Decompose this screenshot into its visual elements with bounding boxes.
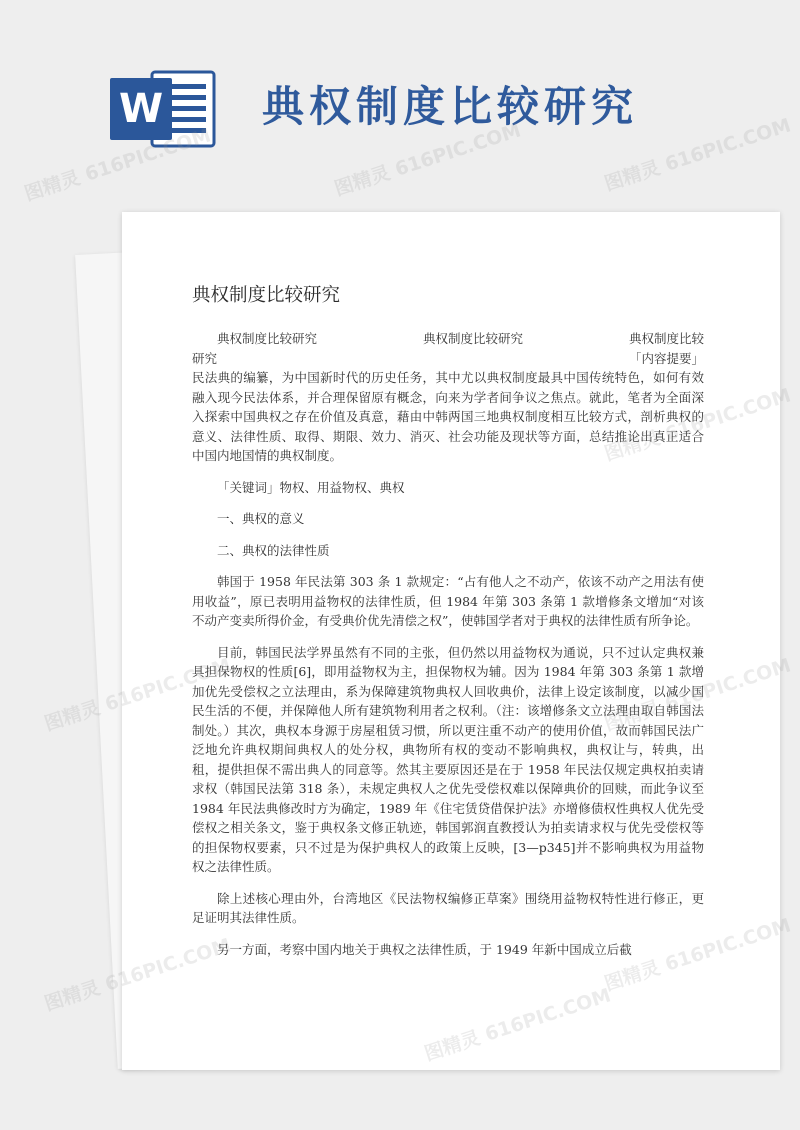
watermark-text: 图精灵 616PIC.COM xyxy=(331,119,524,201)
intro-line-1 xyxy=(192,329,704,349)
intro-block xyxy=(192,329,704,349)
word-logo-letter: W xyxy=(118,86,164,132)
paragraph-taiwan-draft: 除上述核心理由外，台湾地区《民法物权编修正草案》围绕用益物权特性进行修正，更足证明其法律性质。 xyxy=(192,890,704,925)
heading-meaning: 一、典权的意义 xyxy=(217,511,305,526)
intro-word-1: 典权制度比较研究 xyxy=(217,331,318,346)
watermark-text: 图精灵 616PIC.COM xyxy=(601,114,794,196)
watermark-text: 图精灵 xyxy=(41,976,103,1016)
keywords-line: 「关键词」物权、用益物权、典权 xyxy=(217,479,405,495)
intro-line2-left: 研究 xyxy=(192,350,218,366)
document-title: 典权制度比较研究 xyxy=(192,285,341,306)
document-page xyxy=(122,212,780,1070)
paragraph-mainland: 另一方面，考察中国内地关于典权之法律性质，于 1949 年新中国成立后截 xyxy=(217,941,632,957)
heading-legal-nature: 二、典权的法律性质 xyxy=(217,542,330,558)
abstract-label: 「内容提要」 xyxy=(628,350,704,366)
word-logo-icon xyxy=(108,68,218,150)
abstract-paragraph xyxy=(192,349,704,466)
watermark-text: 图精灵 xyxy=(41,696,103,736)
watermark-text: 图精灵 616PIC.COM xyxy=(21,124,214,206)
document-body xyxy=(192,329,704,971)
banner-title: 典权制度比较研究 xyxy=(262,82,639,131)
abstract-text: 民法典的编纂，为中国新时代的历史任务，其中尤以典权制度最具中国传统特色，如何有效融入现今民法体系，并合理保留原有概念，向来为学者间争议之焦点。就此，笔者为全面深入探索中国典权之存在价值及真意，藉由中韩两国三地典权制度相互比较方式，剖析典权的意义、法律性质、取得、期限、效力、消灭、社会功能及现状等方面，总结推论出真正适合中国内地国情的典权制度。 xyxy=(192,370,704,463)
intro-word-2: 典权制度比较研究 xyxy=(422,331,523,346)
intro-line-2 xyxy=(192,349,704,369)
paragraph-korea-doctrine: 目前，韩国民法学界虽然有不同的主张，但仍然以用益物权为通说，只不过认定典权兼具担保物权的性质[6]，即用益物权为主，担保物权为辅。因为 1984 年第 303 条第 1 款增加优先受偿权之立法理由，系为保障建筑物典权人回收典价，法律上设定该制度，以减少国民生活的不便，并保障他人所有建筑物利用者之权利。（注：该增修条文立法理由取自韩国法制处。）其次，典权本身源于房屋租赁习惯，所以更注重不动产的使用价值，故而韩国民法广泛地允许典权期间典权人的处分权，典物所有权的变动不影响典权，典权让与，转典，出租，提供担保不需出典人的同意等。然其主要原因还是在于 1958 年民法仅规定典权拍卖请求权（韩国民法第 318 条），未规定典权人之优先受偿权难以保障典价的回赎，而此争议至 1984 年民法典修改时方为确定，1989 年《住宅赁贷借保护法》亦增修债权性典权人优先受偿权之相关条文，鉴于典权条文修正轨迹，韩国郭润直教授认为拍卖请求权与优先受偿权等的担保物权要素，只不过是为保护典权人的政策上反映，[3—p345]并不影响典权为用益物权之法律性质。 xyxy=(192,644,704,874)
paragraph-korea-1958: 韩国于 1958 年民法第 303 条 1 款规定：“占有他人之不动产，依该不动产之用法有使用收益”，原已表明用益物权的法律性质，但 1984 年第 303 条第 1 款增修条文增加“对该不动产变卖所得价金，有受典价优先清偿之权”，使韩国学者对于典权的法律性质有所争论。 xyxy=(192,574,704,628)
intro-word-3: 典权制度比较 xyxy=(628,331,704,346)
